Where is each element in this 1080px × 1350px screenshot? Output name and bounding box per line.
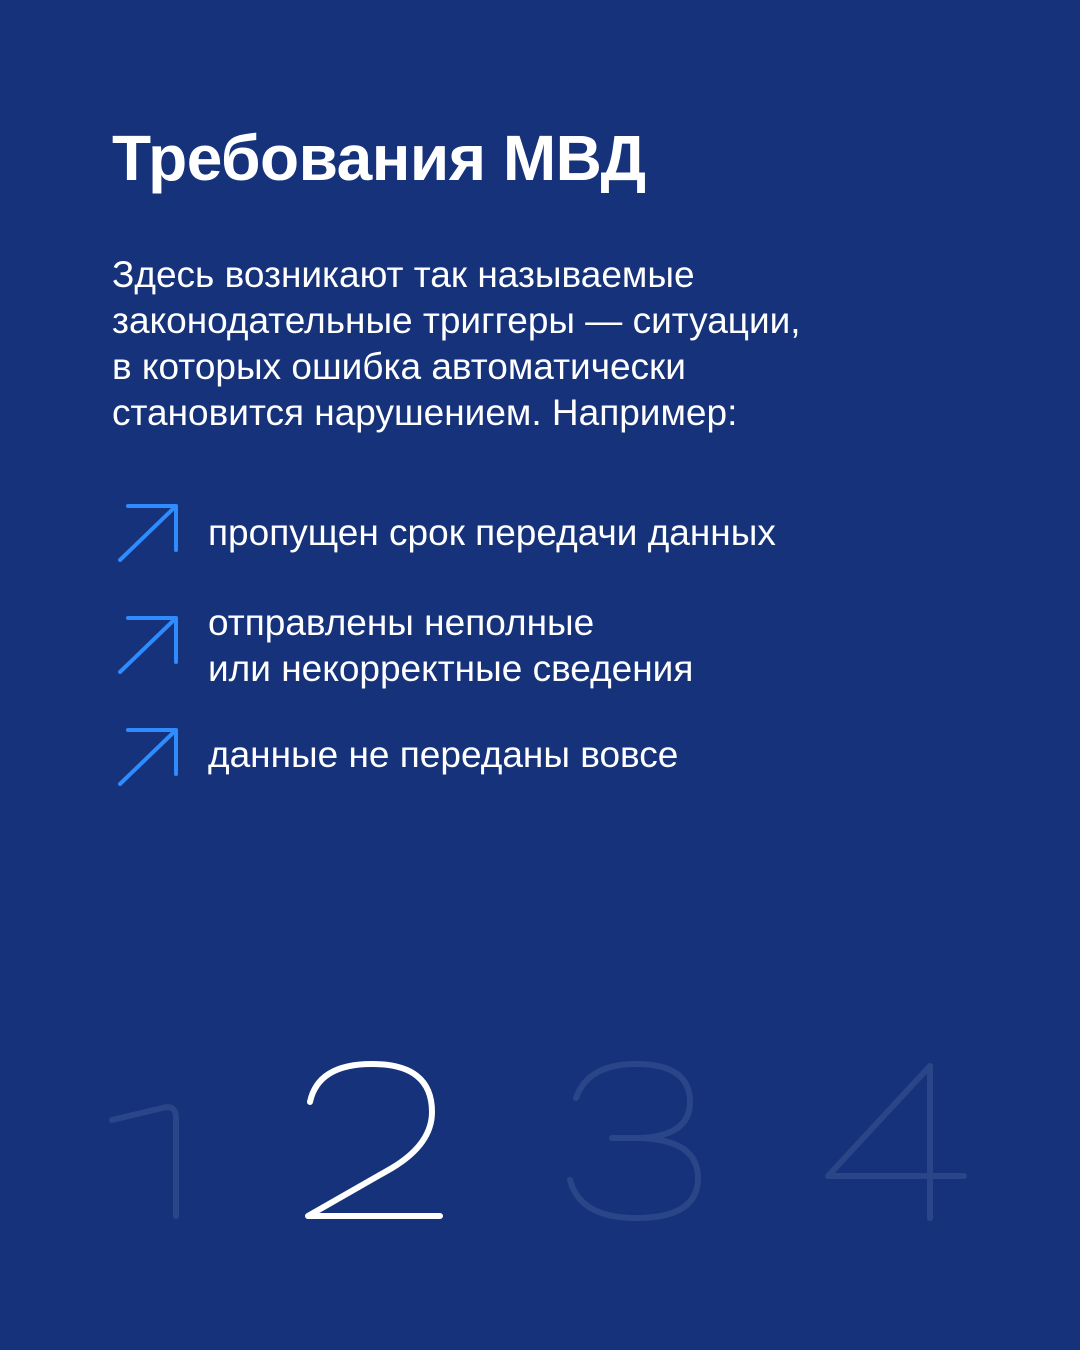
bullet-text: данные не переданы вовсе	[208, 734, 679, 775]
page-number-3	[570, 1064, 698, 1218]
arrow-up-right-icon	[112, 722, 184, 794]
page-numbers	[0, 1040, 1080, 1240]
arrow-up-right-icon	[112, 610, 184, 682]
page-number-2-current	[308, 1064, 440, 1216]
page-number-4	[828, 1066, 964, 1218]
bullet-text: пропущен срок передачи данных	[208, 512, 776, 553]
page-indicator	[0, 1040, 1080, 1240]
intro-paragraph: Здесь возникают так называемые законодательные триггеры — ситуации, в которых ошибка автоматически становится нарушением. Например:	[112, 254, 801, 433]
page-title: Требования МВД	[112, 122, 646, 194]
page-number-1	[112, 1107, 176, 1216]
arrow-up-right-icon	[112, 498, 184, 570]
bullet-text: отправлены неполные или некорректные сведения	[208, 602, 694, 689]
